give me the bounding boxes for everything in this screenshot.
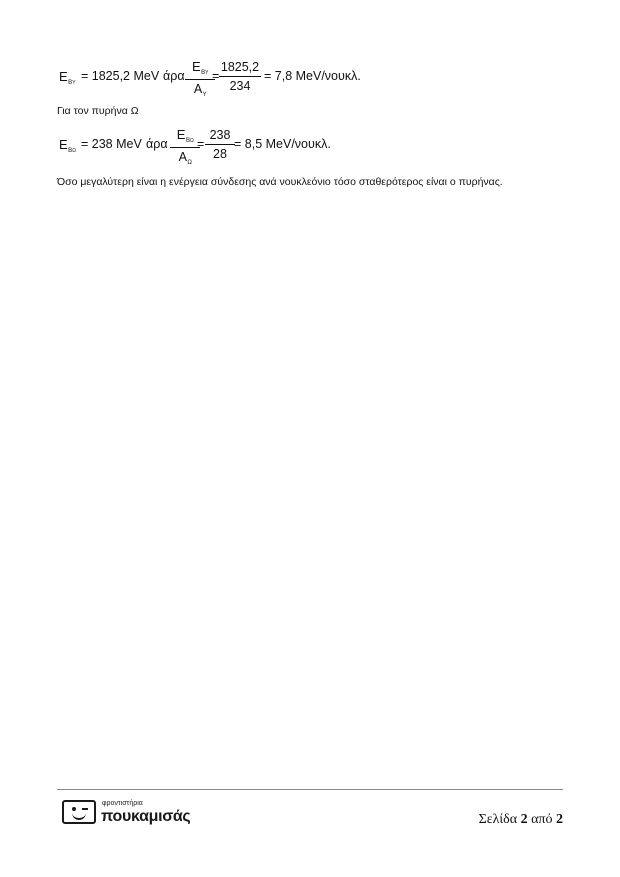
- eq2-lhs-sub: BΩ: [68, 148, 76, 154]
- eq2-result: = 8,5 MeV/νουκλ.: [234, 137, 331, 151]
- eq1-frac1-numerator: $E_{BY}$: [191, 59, 209, 76]
- paragraph-nucleus-omega: Για τον πυρήνα Ω: [57, 105, 139, 117]
- eq2-frac2-denominator: 28: [213, 147, 227, 161]
- eq2-fraction-values: [205, 127, 235, 162]
- eq2-equals: =: [197, 137, 205, 151]
- eq1-ara: άρα: [163, 69, 185, 83]
- logo-wordmark: πουκαμισάς: [101, 808, 191, 825]
- page-number: Σελίδα 2 από 2: [478, 812, 563, 827]
- eq1-fraction-values: [219, 59, 261, 94]
- publisher-logo: [62, 800, 206, 827]
- eq1-lhs-value: = 1825,2 MeV: [81, 69, 160, 83]
- eq1-equals: =: [212, 69, 220, 83]
- eq2-frac2-numerator: 238: [209, 128, 231, 142]
- eq2-frac1-denominator: $A_\Omega$: [178, 150, 192, 166]
- eq2-ara: άρα: [146, 137, 168, 151]
- eq2-lhs: $E_{B\Omega}$: [59, 137, 76, 154]
- logo-face-icon: [62, 800, 96, 824]
- footer-divider: [57, 789, 563, 790]
- eq2-frac1-numerator: $E_{B\Omega}$: [176, 127, 194, 144]
- eq1-frac2-numerator: 1825,2: [220, 60, 260, 74]
- eq1-lhs: $E_{BY}$: [59, 69, 76, 86]
- eq1-frac2-denominator: 234: [229, 79, 251, 93]
- eq1-result: = 7,8 MeV/νουκλ.: [264, 69, 361, 83]
- eq2-lhs-value: = 238 MeV: [81, 137, 142, 151]
- eq2-fraction-energy-per-nucleon: [170, 127, 200, 168]
- eq1-frac1-denominator: $A_Y$: [193, 82, 207, 98]
- eq1-lhs-sub: BY: [68, 80, 76, 86]
- paragraph-conclusion: Όσο μεγαλύτερη είναι η ενέργεια σύνδεσης ανά νουκλεόνιο τόσο σταθερότερος είναι ο πυρήνας.: [57, 176, 503, 188]
- logo-tagline: φροντιστήρια: [102, 800, 143, 807]
- eq1-fraction-energy-per-nucleon: [185, 59, 215, 100]
